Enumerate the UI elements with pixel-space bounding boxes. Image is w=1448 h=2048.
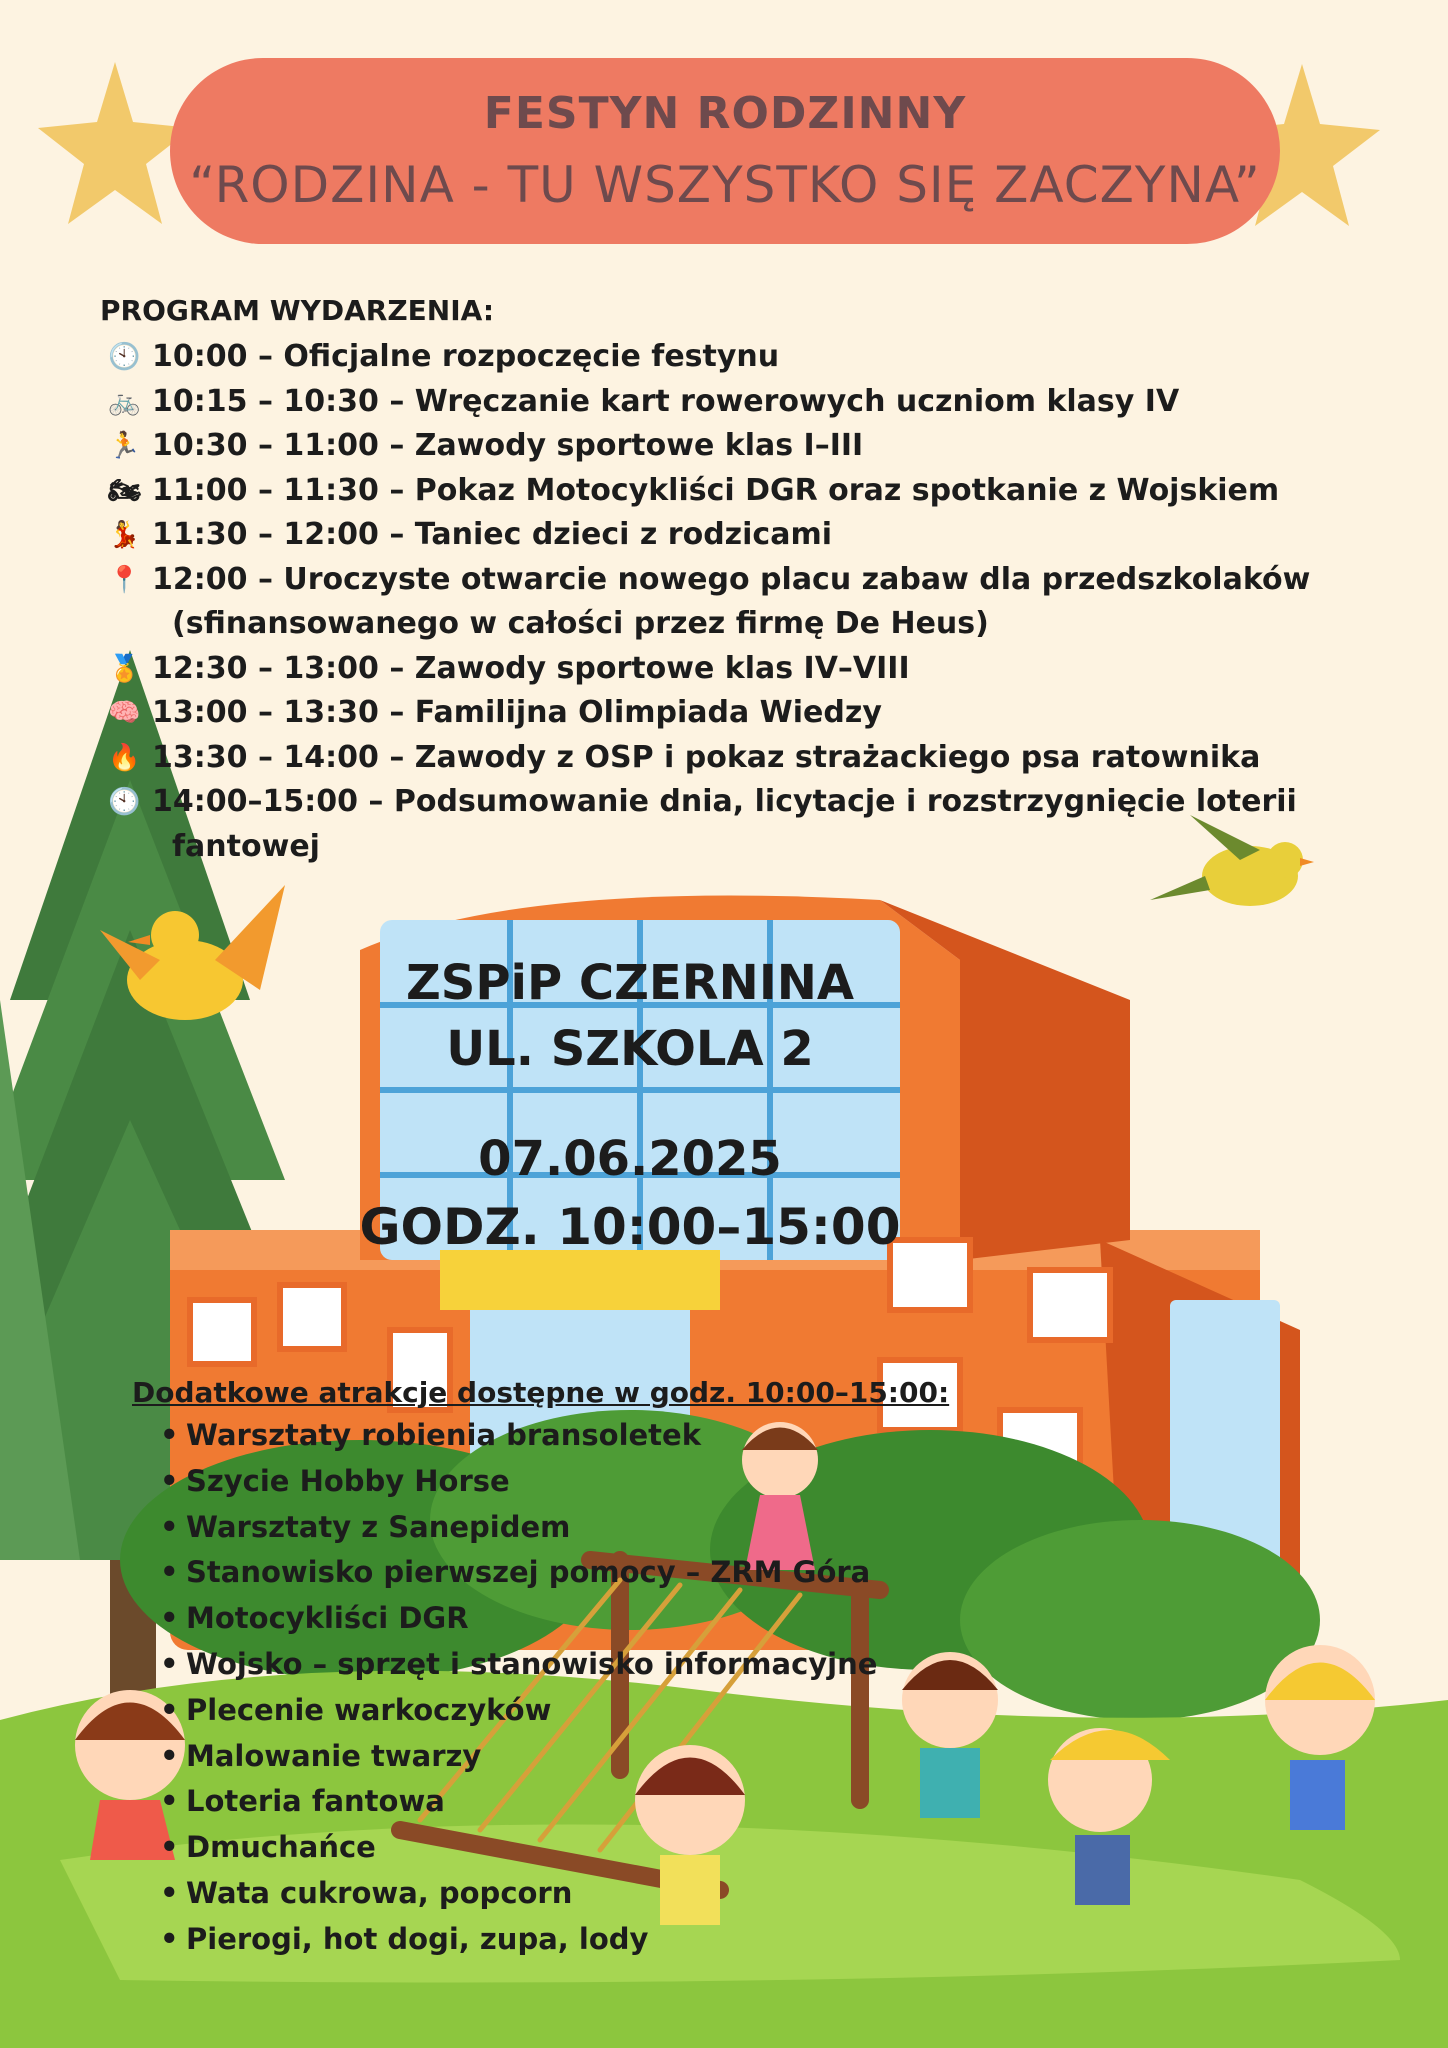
pin-icon: 📍	[108, 564, 141, 595]
program-item	[100, 380, 1380, 425]
runner-icon: 🏃	[108, 431, 141, 461]
event-title: FESTYN RODZINNY	[483, 88, 967, 139]
brain-icon: 🧠	[108, 698, 141, 728]
program-item-text: 14:00–15:00 – Podsumowanie dnia, licytacje i rozstrzygnięcie loterii	[152, 784, 1297, 819]
event-subtitle: “RODZINA - TU WSZYSTKO SIĘ ZACZYNA”	[189, 156, 1261, 214]
motorcycle-icon: 🏍	[108, 475, 142, 506]
program-item-text: 12:00 – Uroczyste otwarcie nowego placu zabaw dla przedszkolaków	[152, 561, 1311, 597]
title-banner	[170, 58, 1280, 244]
program-item	[100, 469, 1380, 514]
venue-address: UL. SZKOLA 2	[446, 1021, 814, 1077]
list-item: • Wojsko – sprzęt i stanowisko informacyjne	[186, 1642, 1132, 1688]
list-item: • Loteria fantowa	[186, 1779, 1132, 1825]
fire-icon: 🔥	[108, 742, 141, 773]
left-star-icon	[38, 62, 192, 224]
program-item	[100, 736, 1380, 781]
list-item: • Wata cukrowa, popcorn	[186, 1871, 1132, 1917]
clock-icon: 🕙	[108, 787, 141, 817]
program-item-text: 12:30 – 13:00 – Zawody sportowe klas IV–VIII	[152, 650, 910, 686]
program-item-text: 13:30 – 14:00 – Zawody z OSP i pokaz strażackiego psa ratownika	[152, 739, 1261, 775]
program-item-text: 11:00 – 11:30 – Pokaz Motocykliści DGR oraz spotkanie z Wojskiem	[152, 472, 1280, 508]
program-item-continuation: fantowej	[172, 828, 320, 864]
extras-list	[132, 1413, 1132, 1963]
list-item: • Malowanie twarzy	[186, 1734, 1132, 1780]
program-item-text: 10:30 – 11:00 – Zawody sportowe klas I–III	[152, 428, 864, 463]
list-item: • Motocykliści DGR	[186, 1596, 1132, 1642]
program-section	[100, 294, 1380, 869]
program-item	[100, 780, 1380, 869]
program-item	[100, 424, 1380, 469]
program-item	[100, 691, 1380, 736]
medal-icon: 🏅	[108, 653, 141, 684]
program-item-text: 13:00 – 13:30 – Familijna Olimpiada Wiedzy	[152, 695, 882, 730]
clock-icon: 🕙	[108, 342, 141, 372]
program-heading: PROGRAM WYDARZENIA:	[100, 294, 495, 327]
program-item-text: 11:30 – 12:00 – Taniec dzieci z rodzicami	[152, 517, 832, 552]
list-item: • Szycie Hobby Horse	[186, 1459, 1132, 1505]
program-item-continuation: (sfinansowanego w całości przez firmę De Heus)	[172, 606, 989, 641]
program-item-text: 10:00 – Oficjalne rozpoczęcie festynu	[152, 339, 780, 374]
program-item	[100, 335, 1380, 380]
bicycle-icon: 🚲	[108, 386, 141, 417]
program-item	[100, 558, 1380, 647]
list-item: • Plecenie warkoczyków	[186, 1688, 1132, 1734]
event-date: 07.06.2025	[478, 1131, 782, 1187]
event-hours: GODZ. 10:00–15:00	[359, 1198, 901, 1256]
list-item: • Dmuchańce	[186, 1825, 1132, 1871]
extras-heading: Dodatkowe atrakcje dostępne w godz. 10:00–15:00:	[132, 1376, 950, 1409]
list-item: • Warsztaty robienia bransoletek	[186, 1413, 1132, 1459]
program-item	[100, 647, 1380, 692]
program-item-text: 10:15 – 10:30 – Wręczanie kart rowerowych uczniom klasy IV	[152, 383, 1180, 419]
list-item: • Stanowisko pierwszej pomocy – ZRM Góra	[186, 1550, 1132, 1596]
list-item: • Pierogi, hot dogi, zupa, lody	[186, 1917, 1132, 1963]
dancer-icon: 💃	[108, 520, 141, 550]
venue-name: ZSPiP CZERNINA	[405, 955, 855, 1011]
list-item: • Warsztaty z Sanepidem	[186, 1505, 1132, 1551]
venue-block	[330, 950, 930, 1262]
extras-section	[132, 1376, 1132, 1963]
program-item	[100, 513, 1380, 558]
